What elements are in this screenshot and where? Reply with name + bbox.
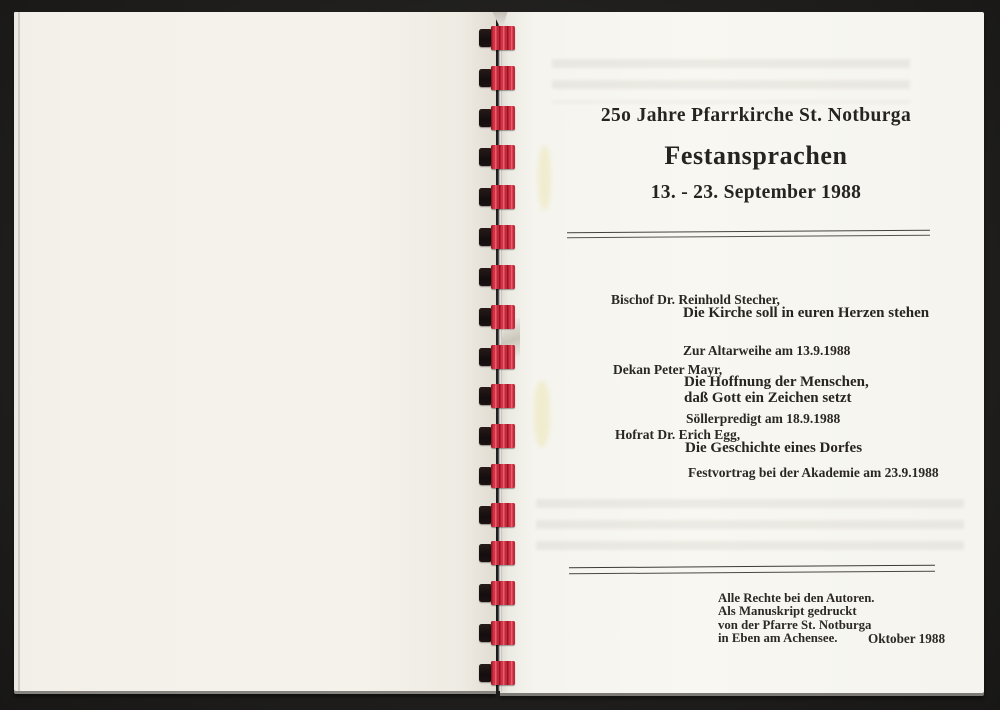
imprint-line: in Eben am Achensee.	[718, 631, 838, 646]
speech-occasion: Festvortrag bei der Akademie am 23.9.1988	[688, 465, 939, 480]
speaker-name: Hofrat Dr. Erich Egg,	[615, 427, 741, 442]
booklet-daterange: 13. - 23. September 1988	[650, 182, 862, 203]
right-page	[500, 12, 984, 693]
speaker-name: Bischof Dr. Reinhold Stecher,	[611, 292, 780, 307]
divider-rule-top	[567, 230, 930, 239]
paper-stain	[534, 381, 550, 447]
imprint	[718, 592, 875, 646]
speech-title: Die Hoffnung der Menschen,	[684, 374, 869, 390]
imprint-line: Alle Rechte bei den Autoren.	[718, 591, 875, 605]
speech-occasion: Söllerpredigt am 18.9.1988	[686, 411, 841, 426]
imprint-line: von der Pfarre St. Notburga	[718, 617, 872, 632]
imprint-date: Oktober 1988	[868, 631, 946, 646]
bleedthrough-text-top	[552, 59, 910, 103]
left-page-blank	[14, 12, 496, 691]
divider-rule-bottom	[569, 565, 935, 575]
bleedthrough-text-middle	[536, 499, 964, 555]
speech-title: Die Kirche soll in euren Herzen stehen	[683, 305, 930, 321]
imprint-line: Als Manuskript gedruckt	[718, 604, 857, 619]
speaker-name: Dekan Peter Mayr,	[613, 362, 723, 377]
speech-title: Die Geschichte eines Dorfes	[685, 440, 863, 456]
booklet-main-title: Festansprachen	[664, 141, 848, 170]
speech-title: daß Gott ein Zeichen setzt	[684, 390, 852, 406]
speech-occasion: Zur Altarweihe am 13.9.1988	[683, 343, 851, 358]
booklet-title: 25o Jahre Pfarrkirche St. Notburga	[600, 105, 912, 126]
